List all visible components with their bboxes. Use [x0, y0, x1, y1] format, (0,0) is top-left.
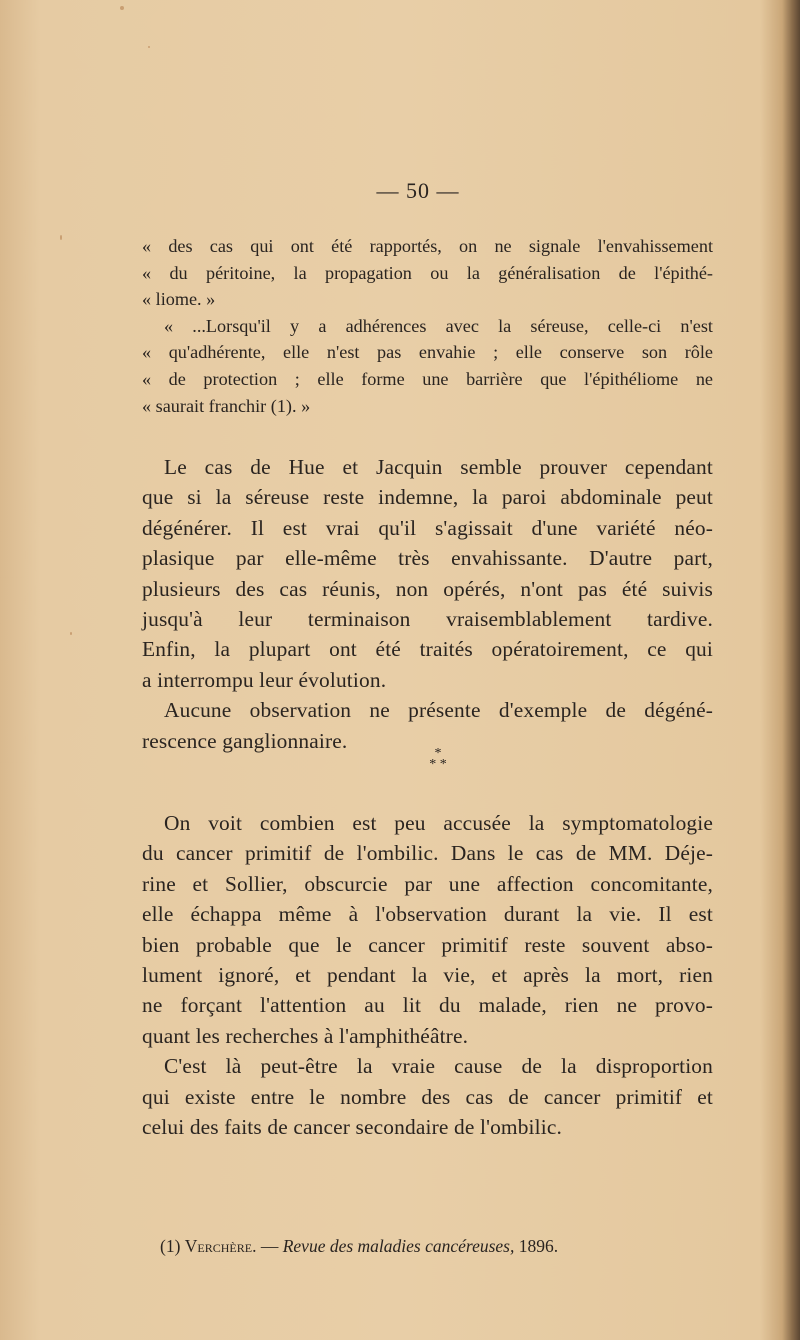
quote-line: « de protection ; elle forme une barrière que l'épithéliome ne	[142, 368, 713, 389]
text-line: que si la séreuse reste indemne, la paroi abdominale peut	[142, 485, 713, 510]
quote-line: « des cas qui ont été rapportés, on ne signale l'envahissement	[142, 236, 713, 256]
paragraph-symptomatologie	[142, 808, 713, 1142]
footnote	[160, 1236, 720, 1257]
text-line: du cancer primitif de l'ombilic. Dans le cas de MM. Déje-	[142, 841, 713, 866]
text-line: Aucune observation ne présente d'exemple de dégéné-	[164, 698, 713, 723]
text-line: On voit combien est peu accusée la symptomatologie	[164, 811, 713, 835]
text-line: lument ignoré, et pendant la vie, et après la mort, rien	[142, 963, 713, 988]
text-line: a interrompu leur évolution.	[142, 667, 387, 692]
text-line: plusieurs des cas réunis, non opérés, n'ont pas été suivis	[142, 576, 713, 601]
text-line: Enfin, la plupart ont été traités opératoirement, ce qui	[142, 637, 713, 662]
quote-line: « liome. »	[142, 289, 216, 310]
footnote-author: Verchère.	[184, 1236, 257, 1256]
quote-line: « saurait franchir (1). »	[142, 395, 311, 416]
footnote-year: 1896.	[518, 1236, 559, 1256]
paper-speck	[120, 6, 124, 10]
block-quote	[142, 233, 713, 419]
text-line: qui existe entre le nombre des cas de cancer primitif et	[142, 1084, 713, 1109]
paragraph-hue-jacquin	[142, 452, 713, 756]
footnote-dash: —	[260, 1236, 279, 1256]
page-number: — 50 —	[376, 178, 460, 203]
text-line: rescence ganglionnaire.	[142, 728, 348, 753]
text-line: bien probable que le cancer primitif reste souvent abso-	[142, 932, 713, 957]
text-line: elle échappa même à l'observation durant la vie. Il est	[142, 902, 713, 927]
footnote-title: Revue des maladies cancéreuses,	[282, 1236, 515, 1256]
text-line: quant les recherches à l'amphithéâtre.	[142, 1023, 469, 1048]
text-line: dégénérer. Il est vrai qu'il s'agissait d'une variété néo-	[142, 515, 713, 540]
text-line: ne forçant l'attention au lit du malade, rien ne provo-	[142, 993, 713, 1018]
asterism-separator	[408, 748, 468, 778]
text-line: plasique par elle-même très envahissante. D'autre part,	[142, 546, 713, 571]
asterism-bottom: * *	[429, 757, 447, 772]
paper-speck	[70, 632, 72, 635]
quote-line: « ...Lorsqu'il y a adhérences avec la séreuse, celle-ci n'est	[164, 315, 713, 336]
quote-line: « qu'adhérente, elle n'est pas envahie ; elle conserve son rôle	[142, 342, 713, 363]
text-line: celui des faits de cancer secondaire de l'ombilic.	[142, 1115, 562, 1140]
quote-line: « du péritoine, la propagation ou la généralisation de l'épithé-	[142, 262, 713, 283]
asterism-top: *	[434, 746, 442, 761]
text-line: rine et Sollier, obscurcie par une affection concomitante,	[142, 871, 713, 896]
text-line: C'est là peut-être la vraie cause de la disproportion	[164, 1054, 713, 1079]
paper-speck	[148, 46, 150, 48]
text-line: jusqu'à leur terminaison vraisemblablement tardive.	[142, 607, 713, 632]
footnote-marker: (1)	[160, 1236, 181, 1256]
paper-speck	[60, 235, 62, 240]
text-line: Le cas de Hue et Jacquin semble prouver cependant	[164, 455, 713, 479]
